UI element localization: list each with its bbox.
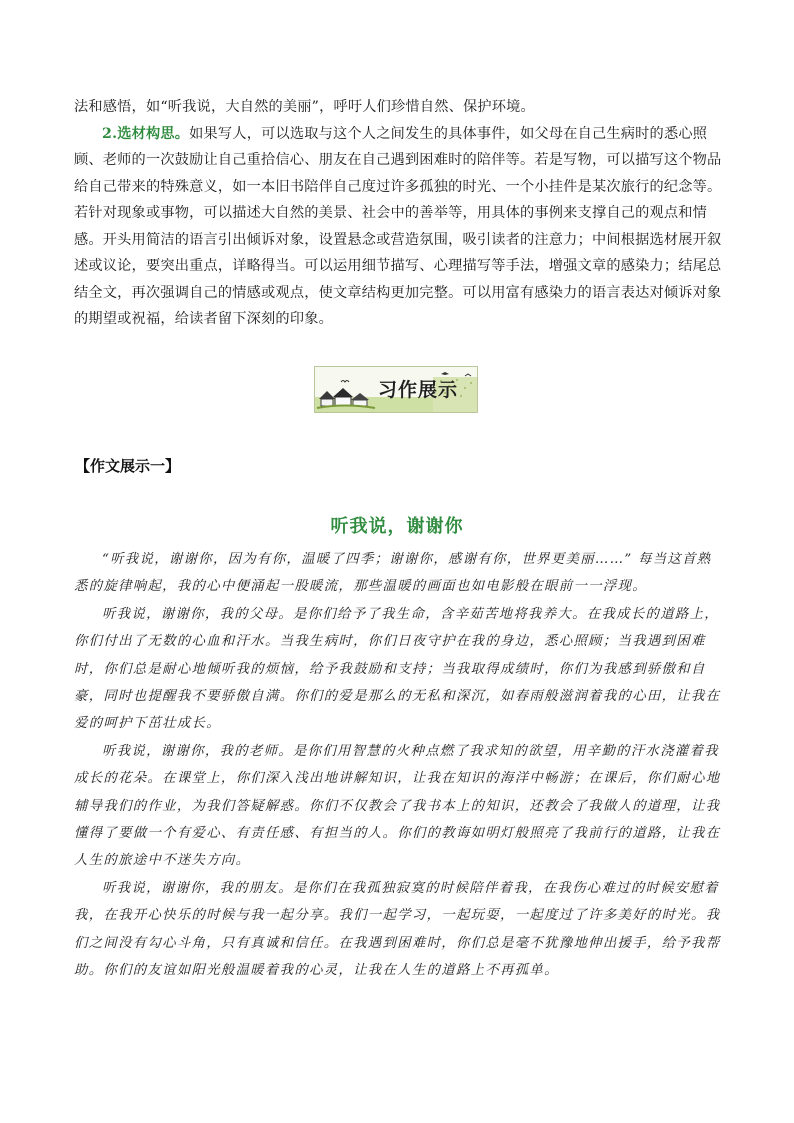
essay-paragraph: 听我说，谢谢你，我的父母。是你们给予了我生命，含辛茹苦地将我养大。在我成长的道路上，你们付出了无数的心血和汗水。当我生病时，你们日夜守护在我的身边，悉心照顾；当我遇到困难时，你们总是耐心地倾听我的烦恼，给予我鼓励和支持；当我取得成绩时，你们为我感到骄傲和自豪，同时也提醒我不要骄傲自满。你们的爱是那么的无私和深沉，如春雨般滋润着我的心田，让我在爱的呵护下茁壮成长。 [74, 606, 721, 732]
banner-title: 习作展示 [378, 379, 459, 401]
section-tag: 【作文展示一】 [75, 457, 181, 475]
essay-paragraph: 听我说，谢谢你，我的朋友。是你们在我孤独寂寞的时候陪伴着我，在我伤心难过的时候安慰着我，在我开心快乐的时候与我一起分享。我们一起学习，一起玩耍，一起度过了许多美好的时光。我们之间没有勾心斗角，只有真诚和信任。在我遇到困难时，你们总是毫不犹豫地伸出援手，给予我帮助。你们的友谊如阳光般温暖着我的心灵，让我在人生的道路上不再孤单。 [74, 880, 721, 979]
section-banner [314, 366, 478, 413]
essay-paragraph: “听我说，谢谢你，因为有你，温暖了四季；谢谢你，感谢有你，世界更美丽……” 每当这首熟悉的旋律响起，我的心中便涌起一股暖流，那些温暖的画面也如电影般在眼前一一浮现。 [74, 552, 712, 595]
section-body: 如果写人，可以选取与这个人之间发生的具体事件，如父母在自己生病时的悉心照顾、老师的一次鼓励让自己重拾信心、朋友在自己遇到困难时的陪伴等。若是写物，可以描写这个物品给自己带来的特殊意义，如一本旧书陪伴自己度过许多孤独的时光、一个小挂件是某次旅行的纪念等。若针对现象或事物，可以描述大自然的美景、社会中的善举等，用具体的事例来支撑自己的观点和情感。开头用简洁的语言引出倾诉对象，设置悬念或营造氛围，吸引读者的注意力；中间根据选材展开叙述或议论，要突出重点，详略得当。可以运用细节描写、心理描写等手法，增强文章的感染力；结尾总结全文，再次强调自己的情感或观点，使文章结构更加完整。可以用富有感染力的语言表达对倾诉对象的期望或祝福，给读者留下深刻的印象。 [74, 125, 722, 327]
section-label: 2.选材构思。 [102, 125, 190, 142]
essay-paragraph: 听我说，谢谢你，我的老师。是你们用智慧的火种点燃了我求知的欲望，用辛勤的汗水浇灌着我成长的花朵。在课堂上，你们深入浅出地讲解知识，让我在知识的海洋中畅游；在课后，你们耐心地辅导我们的作业，为我们答疑解惑。你们不仅教会了我书本上的知识，还教会了我做人的道理，让我懂得了要做一个有爱心、有责任感、有担当的人。你们的教诲如明灯般照亮了我前行的道路，让我在人生的旅途中不迷失方向。 [74, 743, 721, 869]
intro-line-continuation: 法和感悟，如“听我说，大自然的美丽”，呼吁人们珍惜自然、保护环境。 [74, 99, 535, 115]
intro-text [74, 94, 724, 333]
essay-body [74, 546, 724, 985]
essay-title: 听我说，谢谢你 [330, 516, 464, 537]
intro-paragraph [74, 121, 724, 333]
